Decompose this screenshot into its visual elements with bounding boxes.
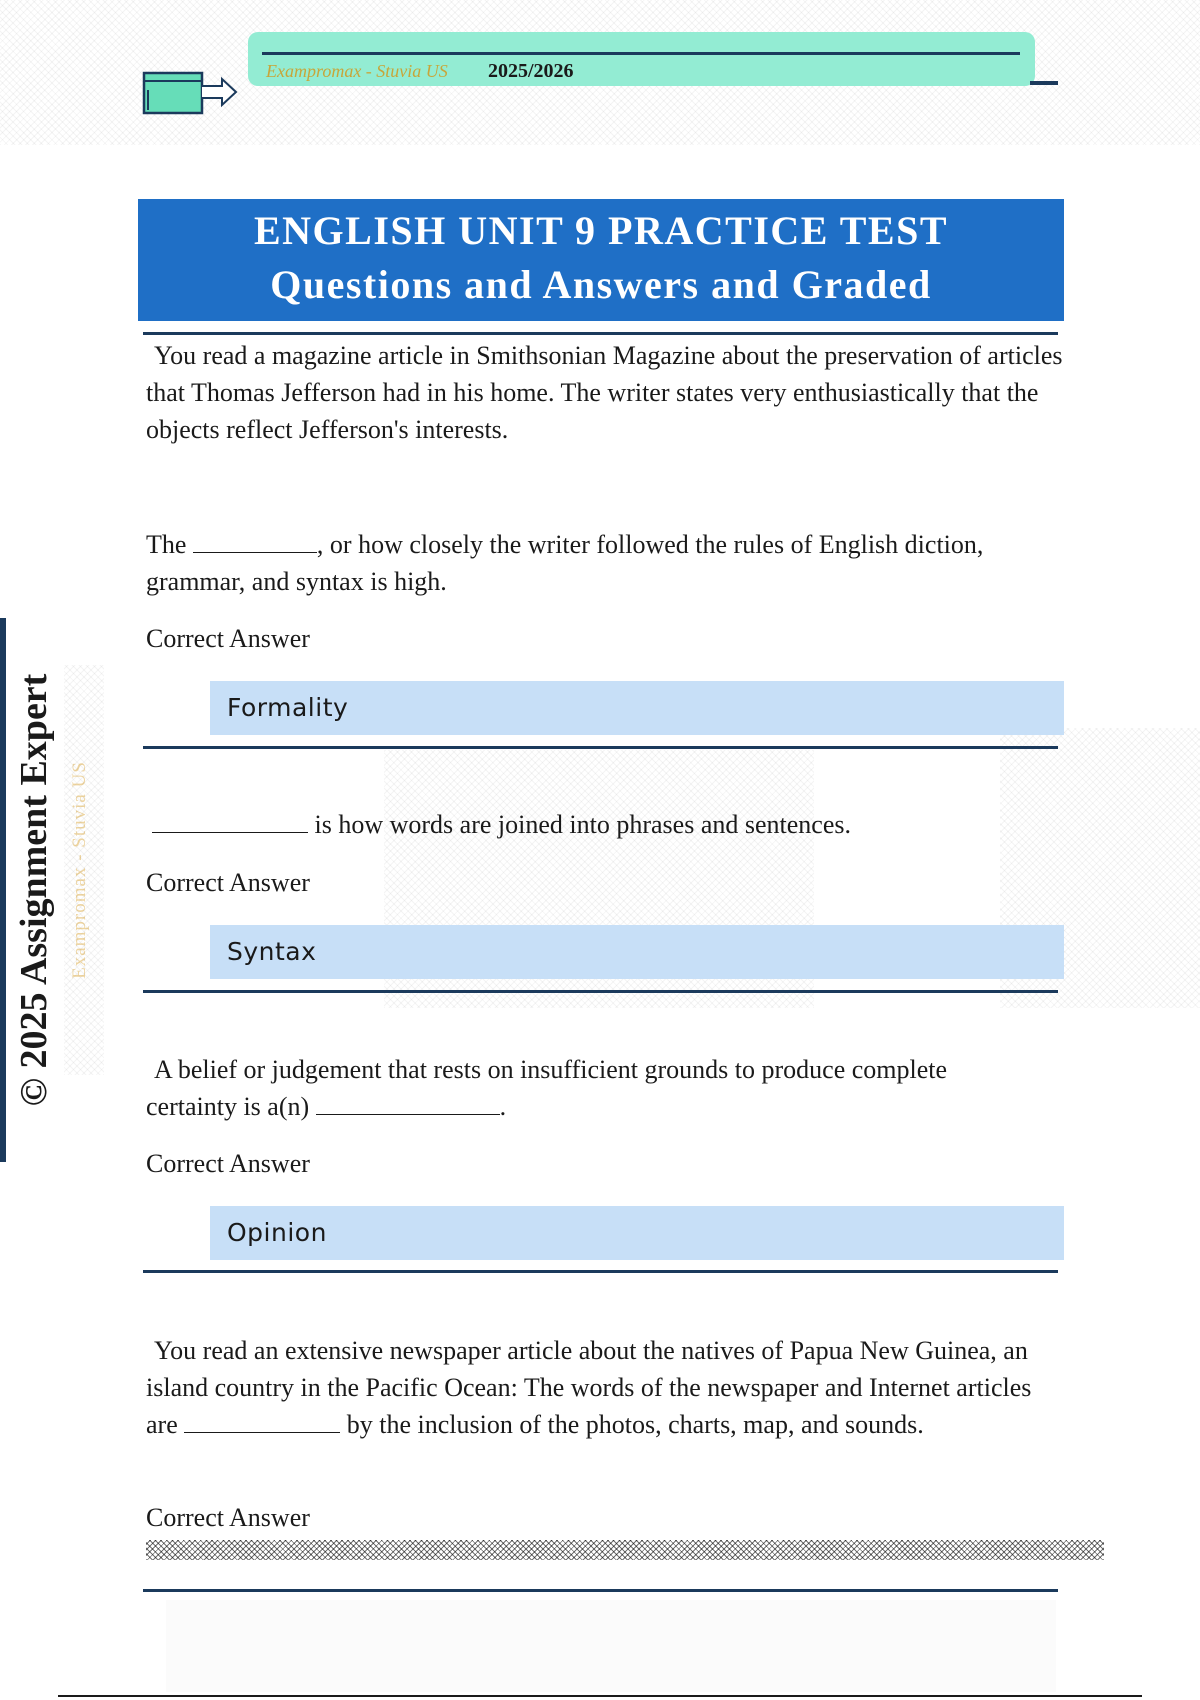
folder-arrow-icon (142, 70, 238, 116)
question-text-before: The (146, 530, 187, 559)
answer-box (210, 681, 1064, 735)
correct-answer-label: Correct Answer (146, 1503, 310, 1532)
footer-rule (58, 1695, 1142, 1697)
section-rule (143, 1270, 1058, 1273)
section-rule (143, 990, 1058, 993)
answer-blank (184, 1411, 340, 1433)
question-1 (146, 526, 1076, 600)
header-source: Exampromax - Stuvia US (266, 61, 448, 81)
correct-answer-label: Correct Answer (146, 868, 310, 897)
question-4 (146, 1332, 1046, 1443)
answer-blank (152, 811, 308, 833)
answer-value: Syntax (227, 937, 317, 966)
side-accent-bar (0, 618, 6, 1162)
title-line-1: ENGLISH UNIT 9 PRACTICE TEST (253, 208, 949, 253)
intro-paragraph: You read a magazine article in Smithsonian Magazine about the preservation of articles that Thomas Jefferson had in his home. The writer states very enthusiastically that the objects reflect Jefferson's interests. (146, 341, 1063, 444)
question-3 (146, 1051, 1006, 1125)
redacted-answer (146, 1540, 1104, 1560)
page-title (138, 199, 1064, 321)
question-text-after: by the inclusion of the photos, charts, map, and sounds. (346, 1410, 924, 1439)
answer-blank (316, 1093, 500, 1115)
header-divider-end (1030, 81, 1058, 85)
answer-value: Opinion (227, 1218, 327, 1247)
side-faint-watermark: Exampromax - Stuvia US (69, 761, 90, 979)
question-text-after: . (499, 1092, 507, 1121)
answer-value: Formality (227, 693, 349, 722)
answer-box (210, 1206, 1064, 1260)
question-text-before: You read an extensive newspaper article about the natives of Papua New Guinea, an island country in the Pacific Ocean: The words of the newspaper and Internet articles are (146, 1336, 1032, 1439)
question-text-before: A belief or judgement that rests on insufficient grounds to produce complete certainty is a(n) (146, 1055, 948, 1121)
question-text-after: is how words are joined into phrases and sentences. (314, 810, 851, 839)
title-line-2: Questions and Answers and Graded (270, 262, 932, 307)
question-2 (152, 806, 1082, 843)
section-rule (143, 746, 1058, 749)
header-year: 2025/2026 (488, 60, 574, 82)
section-rule (143, 332, 1058, 335)
question-text-after: , or how closely the writer followed the rules of English diction, grammar, and syntax is high. (146, 530, 984, 596)
bottom-faint-panel (166, 1600, 1056, 1692)
copyright-watermark: © 2025 Assignment Expert (13, 673, 55, 1107)
header-divider (262, 52, 1020, 55)
answer-blank (193, 531, 317, 553)
section-rule (143, 1589, 1058, 1592)
correct-answer-label: Correct Answer (146, 1149, 310, 1178)
answer-box (210, 925, 1064, 979)
correct-answer-label: Correct Answer (146, 624, 310, 653)
